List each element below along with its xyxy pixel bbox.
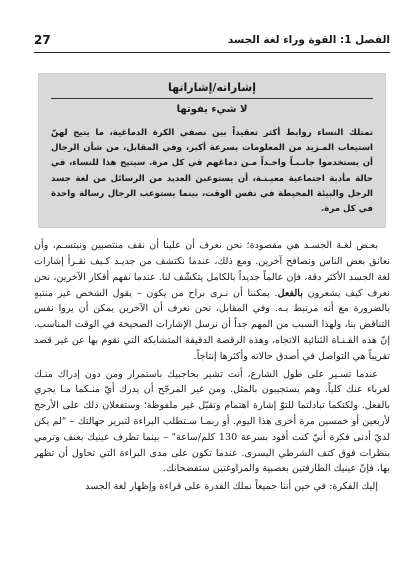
paragraph-text: بعـض لغـة الجسـد هي مقصودة؛ نحن نعرف أن علينا أن نقف منتصبين ونبتسـم، وأن نعانق بعض الناس ونصافح آخرين. ومع ذلك، عندما نكتشف من جديـد كـيف نقـرأ إشارات لغة الجسد الأكثر دقة، فإن عالماً جديداً بالكامل يتكشّف لنا. عندما نفهم أفكار الآخرين، نحن نعرف كيف يشعرون [34, 240, 390, 299]
chapter-running-title: الفصل 1: القوة وراء لغة الجسد [227, 34, 390, 46]
paragraph-text: عندما تسـير على طول الشارع، أنت تشير بحاجبيك باستمرار ومن دون إدراك منـك لغرباء عنك كلياً. وهم يستجيبون بالمثل. ومن غير المرجّح أن يدرك أيّ منـكما مـا يجري بالفعل. ولكنكما تبادلتما للتوّ إشارة اهتمام وتقبّل غير ملفوظة؛ وستفعلان ذلك على الأرجح لأربعين أو خمسين مرة أخرى هذا اليوم. أو ربمـا سـتطلب البراءة لتبرير جهالتك – "لم يكن لديّ أدنى فكرة أنيّ كنت أقود بسرعة 130 كلم/ساعة" – بينما تطرف عينيك بعنف وترمي بنظرات فوق كتف الشرطي اليسرى. عندما تكون على مدى البراءة التي تحاول أن تظهر بها، فإنّ عينيك الطارفتين بعصبية والمراوغتين ستفضحانك. [34, 368, 390, 475]
paragraph [34, 367, 390, 478]
paragraph-text: إليك الفكرة: في حين أننا جميعاً نملك القدرة على قراءة وإظهار لغة الجسد [85, 481, 378, 493]
paragraph [34, 479, 390, 495]
paragraph [34, 238, 390, 364]
page-number: 27 [34, 33, 51, 47]
box-body-text: تمتلك النساء روابط أكثر تعقيداً بين نصفي الكرة الدماغية، ما يتيح لهنّ استيعاب المـزيد من المعلومات بسرعة أكبر، وفي المقابل، من شأن الرجال أن يستخدموا جانـبـاً واحـداً مـن دماغهم في كل مرة. سيتيح هذا للنساء، في حالة مأدبة اجتماعية معيـنـة، أن يستوعبن العديد من الرسائل من لغة جسد الرجل والبيئة المحيطة في نفس الوقت، بينما يستوعب الرجال رسالة واحدة في كل مرة. [51, 128, 373, 215]
box-title: إشاراته/إشاراتها [168, 81, 256, 94]
box-divider [51, 98, 373, 99]
box-subtitle: لا شيء يفوتها [176, 104, 248, 115]
running-header [34, 30, 390, 53]
sidebar-box [38, 73, 386, 228]
paragraph-text: . يمكننا أن نـرى براح من يكون – يقول الشخص غير منتبهٍ بالضرورة مع أنه مرتبط بـه. وفي المقابل، نحن نعرف أن الآخرين يمكن أن يروا نفس التناقض بنا، ولهذا السبب من المهم جداً أن نرسل الإشارات الصحيحة في الوقت المناسب. إنّ هذه القـنـاة الثنائية الاتجاه، وهذه الرقصة الدقيقة المتشابكة التي نقوم بها عن غير قصد تقريباً هي التواصل في أصدق حالاته وأكثرها إنتاجاً. [34, 287, 390, 362]
body-text [34, 238, 390, 495]
book-page [34, 30, 390, 575]
emphasis-word: بالفعل [277, 287, 303, 299]
